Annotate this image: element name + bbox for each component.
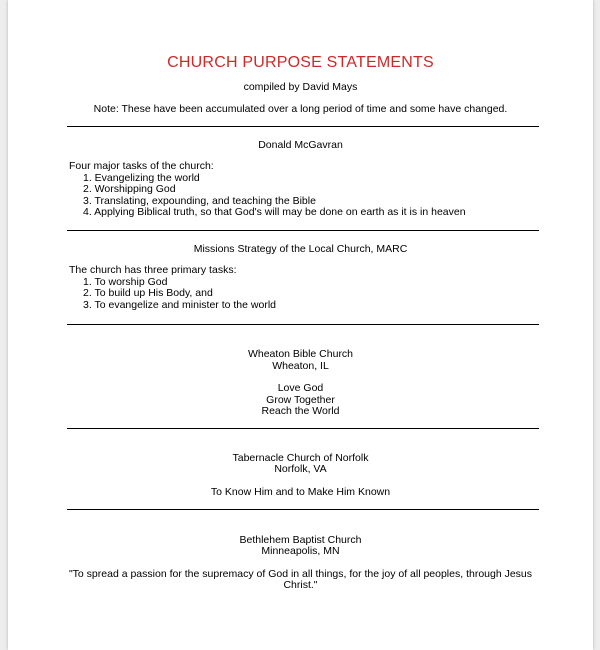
statement-line: Love God bbox=[277, 382, 324, 394]
church-location: Norfolk, VA bbox=[274, 463, 327, 475]
compiled-by: compiled by David Mays bbox=[243, 81, 358, 93]
church-location: Wheaton, IL bbox=[272, 360, 329, 372]
church-location: Minneapolis, MN bbox=[261, 545, 340, 557]
note: Note: These have been accumulated over a long period of time and some have changed. bbox=[93, 103, 508, 115]
divider bbox=[67, 324, 539, 325]
list-item: 3. Translating, expounding, and teaching the Bible bbox=[83, 194, 316, 207]
church-name: Wheaton Bible Church bbox=[247, 348, 354, 360]
church-name: Tabernacle Church of Norfolk bbox=[232, 452, 369, 464]
church-name: Bethlehem Baptist Church bbox=[239, 534, 362, 546]
divider bbox=[67, 126, 539, 127]
document-page bbox=[8, 0, 593, 650]
divider bbox=[67, 230, 539, 231]
task-list bbox=[69, 277, 276, 312]
task-list bbox=[69, 173, 466, 219]
statement-line: Grow Together bbox=[266, 394, 335, 406]
document-title: CHURCH PURPOSE STATEMENTS bbox=[167, 54, 434, 71]
statement-line: To Know Him and to Make Him Known bbox=[210, 486, 391, 498]
section-intro: Four major tasks of the church: bbox=[69, 160, 214, 172]
section-list bbox=[69, 265, 276, 311]
statement-line: "To spread a passion for the supremacy of God in all things, for the joy of all peoples, through Jesus bbox=[68, 568, 533, 580]
section-list bbox=[69, 161, 466, 219]
divider bbox=[67, 428, 539, 429]
divider bbox=[67, 509, 539, 510]
list-item: 1. To worship God bbox=[83, 275, 168, 288]
list-item: 2. Worshipping God bbox=[83, 183, 176, 195]
section-heading: Donald McGavran bbox=[258, 139, 343, 151]
list-item: 1. Evangelizing the world bbox=[83, 171, 200, 184]
list-item: 4. Applying Biblical truth, so that God's will may be done on earth as it is in heaven bbox=[83, 206, 466, 218]
statement-line: Christ." bbox=[283, 579, 318, 591]
statement-line: Reach the World bbox=[261, 405, 340, 417]
list-item: 2. To build up His Body, and bbox=[83, 287, 213, 299]
section-intro: The church has three primary tasks: bbox=[69, 264, 237, 276]
list-item: 3. To evangelize and minister to the world bbox=[83, 298, 276, 311]
section-heading: Missions Strategy of the Local Church, MARC bbox=[193, 243, 408, 255]
